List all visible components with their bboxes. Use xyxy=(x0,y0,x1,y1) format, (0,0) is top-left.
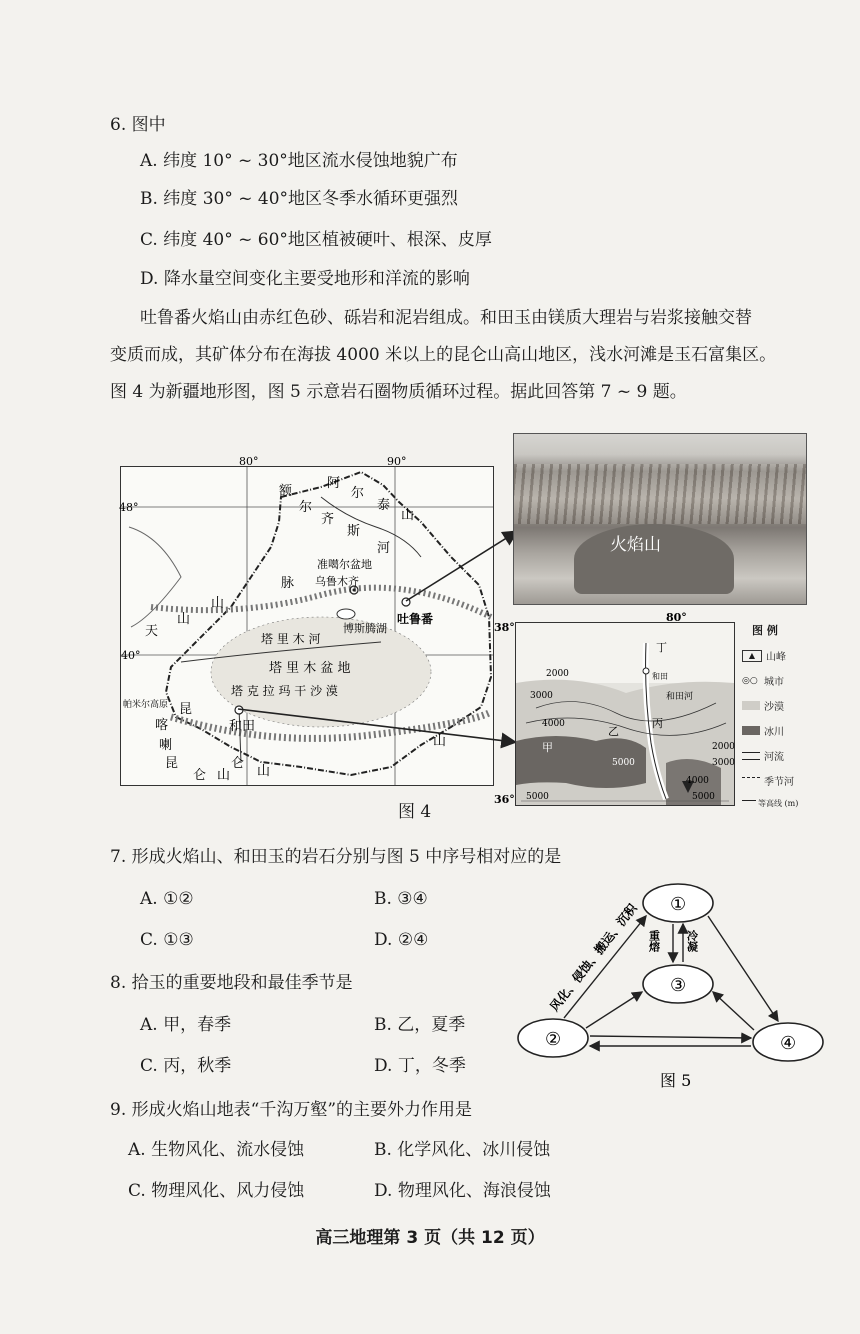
q9-option-a: A. 生物风化、流水侵蚀 xyxy=(128,1140,305,1160)
q6-option-b: B. 纬度 30° ~ 40°地区冬季水循环更强烈 xyxy=(140,189,459,209)
arrow-2-to-3 xyxy=(586,992,642,1028)
q6-stem: 6. 图中 xyxy=(110,115,166,135)
contour-2000-right: 2000 xyxy=(712,742,735,752)
legend-label-desert: 沙漠 xyxy=(764,702,784,713)
inset-lon-80: 80° xyxy=(666,611,687,624)
inset-lat-36: 36° xyxy=(494,793,515,806)
q7-option-a: A. ①② xyxy=(140,889,194,909)
q9-option-b: B. 化学风化、冰川侵蚀 xyxy=(374,1140,551,1160)
remelt-label: 重熔 xyxy=(647,930,661,952)
arrow-1-to-4 xyxy=(708,916,778,1021)
node-4-label: ④ xyxy=(780,1033,797,1054)
legend-title: 图 例 xyxy=(752,624,778,637)
contour-3000-right: 3000 xyxy=(712,758,735,768)
irtysh-char-5: 河 xyxy=(377,541,391,556)
q7-option-c: C. ①③ xyxy=(140,930,194,950)
weathering-label: 风化、侵蚀、搬运、沉积 xyxy=(547,901,640,1014)
inset-lat-38: 38° xyxy=(494,621,515,634)
irtysh-char-2: 尔 xyxy=(299,500,313,515)
desert-swatch xyxy=(742,701,760,710)
q6-option-c: C. 纬度 40° ~ 60°地区植被硬叶、根深、皮厚 xyxy=(140,230,492,250)
q9-stem: 9. 形成火焰山地表“千沟万壑”的主要外力作用是 xyxy=(110,1100,473,1120)
tarim-basin-label: 塔 里 木 盆 地 xyxy=(269,661,351,676)
site-yi: 乙 xyxy=(608,725,619,738)
tianshan-char-2: 山 xyxy=(177,612,191,627)
q6-option-d: D. 降水量空间变化主要受地形和洋流的影响 xyxy=(140,269,470,289)
contour-5000-right: 5000 xyxy=(692,792,715,802)
node-3-label: ③ xyxy=(670,975,687,996)
kunlun-char-2: 仑 xyxy=(231,756,245,771)
q9-option-c: C. 物理风化、风力侵蚀 xyxy=(128,1181,305,1201)
fig5-caption: 图 5 xyxy=(660,1071,692,1090)
peak-icon: ▲ xyxy=(742,650,762,662)
fig4-caption: 图 4 xyxy=(398,802,432,822)
intro-line-3: 图 4 为新疆地形图，图 5 示意岩石圈物质循环过程。据此回答第 7 ~ 9 题。 xyxy=(110,382,687,402)
contour-3000: 3000 xyxy=(530,691,553,701)
turpan-label: 吐鲁番 xyxy=(397,612,434,626)
legend-item-river xyxy=(742,748,804,763)
intro-line-2: 变质而成，其矿体分布在海拔 4000 米以上的昆仑山高山地区，浅水河滩是玉石富集区。 xyxy=(110,345,777,365)
intro-line-1: 吐鲁番火焰山由赤红色砂、砾岩和泥岩组成。和田玉由镁质大理岩与岩浆接触交替 xyxy=(140,308,752,328)
q8-stem: 8. 拾玉的重要地段和最佳季节是 xyxy=(110,973,353,993)
legend-item-seasonal xyxy=(742,773,804,788)
eroded-gully-texture xyxy=(514,464,806,524)
q9-option-d: D. 物理风化、海浪侵蚀 xyxy=(374,1181,551,1201)
mountain-right-label: 山 xyxy=(433,734,447,749)
karakoram-char-5: 山 xyxy=(217,768,231,783)
legend-label-glacier: 冰川 xyxy=(764,727,784,738)
altai-char-2: 尔 xyxy=(351,486,365,501)
hotan-label: 和田 xyxy=(229,719,256,734)
node-2-label: ② xyxy=(545,1029,562,1050)
arrow-to-photo xyxy=(406,532,516,601)
legend-item-glacier xyxy=(742,723,804,738)
legend xyxy=(742,622,804,808)
legend-label-seasonal: 季节河 xyxy=(764,777,794,788)
contour-5000-b: 5000 xyxy=(526,792,549,802)
altai-char-3: 泰 xyxy=(377,498,391,513)
seasonal-river-icon xyxy=(742,777,760,784)
rock-cycle-diagram xyxy=(516,880,828,1095)
inset-river-label: 和田河 xyxy=(666,692,694,702)
karakoram-char-4: 仑 xyxy=(193,768,207,783)
q8-option-c: C. 丙，秋季 xyxy=(140,1056,232,1076)
urumqi-label: 乌鲁木齐 xyxy=(315,575,359,588)
contour-2000: 2000 xyxy=(546,669,569,679)
q8-option-a: A. 甲，春季 xyxy=(140,1015,232,1035)
arrow-4-to-3 xyxy=(713,992,754,1030)
arrow-2-to-4 xyxy=(590,1036,751,1038)
legend-item-city xyxy=(742,673,804,688)
legend-label-peak: 山峰 xyxy=(766,652,786,663)
q6-option-a: A. 纬度 10° ~ 30°地区流水侵蚀地貌广布 xyxy=(140,151,458,171)
altai-char-4: 山 xyxy=(401,508,415,523)
q7-option-b: B. ③④ xyxy=(374,889,428,909)
lat-48-label: 48° xyxy=(119,501,139,514)
taklamakan-label: 塔 克 拉 玛 干 沙 漠 xyxy=(231,684,338,698)
contour-4000: 4000 xyxy=(542,719,565,729)
karakoram-char-3: 昆 xyxy=(165,756,179,771)
karakoram-char-1: 喀 xyxy=(155,718,169,733)
legend-item-desert xyxy=(742,698,804,713)
city-icon: ◎○ xyxy=(742,675,758,686)
irtysh-char-4: 斯 xyxy=(347,524,361,539)
arrow-to-inset xyxy=(238,709,514,742)
page-footer: 高三地理第 3 页（共 12 页） xyxy=(315,1228,545,1248)
flaming-mountain-photo xyxy=(513,433,807,605)
inset-city-label: 和田 xyxy=(652,672,668,681)
lon-80-label: 80° xyxy=(239,455,259,468)
river-icon xyxy=(742,752,760,760)
site-bing: 丙 xyxy=(652,717,663,730)
contour-5000-a: 5000 xyxy=(612,758,635,768)
tianshan-char-4: 脉 xyxy=(281,576,295,591)
legend-item-contour xyxy=(742,798,804,809)
q8-option-d: D. 丁，冬季 xyxy=(374,1056,466,1076)
condense-label: 冷凝 xyxy=(685,930,699,952)
lon-90-label: 90° xyxy=(387,455,407,468)
legend-label-contour: 等高线 (m) xyxy=(758,799,799,808)
lat-40-label: 40° xyxy=(121,649,141,662)
site-jia: 甲 xyxy=(542,741,553,754)
kunlun-char-3: 山 xyxy=(257,764,271,779)
tianshan-char-3: 山 xyxy=(211,596,225,611)
pamir-label: 帕米尔高原 xyxy=(123,700,169,710)
contour-icon xyxy=(742,800,756,807)
irtysh-char-1: 额 xyxy=(279,484,293,499)
junggar-basin-label: 准噶尔盆地 xyxy=(317,558,372,571)
karakoram-char-2: 喇 xyxy=(159,738,173,753)
site-ding: 丁 xyxy=(656,641,667,654)
q7-stem: 7. 形成火焰山、和田玉的岩石分别与图 5 中序号相对应的是 xyxy=(110,847,562,867)
kunlun-char-1: 昆 xyxy=(179,702,193,717)
tarim-river-label: 塔 里 木 河 xyxy=(261,632,321,646)
irtysh-char-3: 齐 xyxy=(321,512,335,527)
legend-item-peak xyxy=(742,648,804,663)
legend-label-city: 城市 xyxy=(764,677,784,688)
hotan-inset-map xyxy=(494,611,735,806)
glacier-swatch xyxy=(742,726,760,735)
altai-char-1: 阿 xyxy=(327,476,341,491)
node-1-label: ① xyxy=(670,894,687,915)
tianshan-char-1: 天 xyxy=(145,624,159,639)
contour-4000-right: 4000 xyxy=(686,776,709,786)
photo-label: 火焰山 xyxy=(610,535,661,555)
legend-label-river: 河流 xyxy=(764,752,784,763)
q7-option-d: D. ②④ xyxy=(374,930,429,950)
inset-city-marker xyxy=(643,668,649,674)
q8-option-b: B. 乙，夏季 xyxy=(374,1015,466,1035)
bosten-label: 博斯腾湖 xyxy=(343,622,387,635)
